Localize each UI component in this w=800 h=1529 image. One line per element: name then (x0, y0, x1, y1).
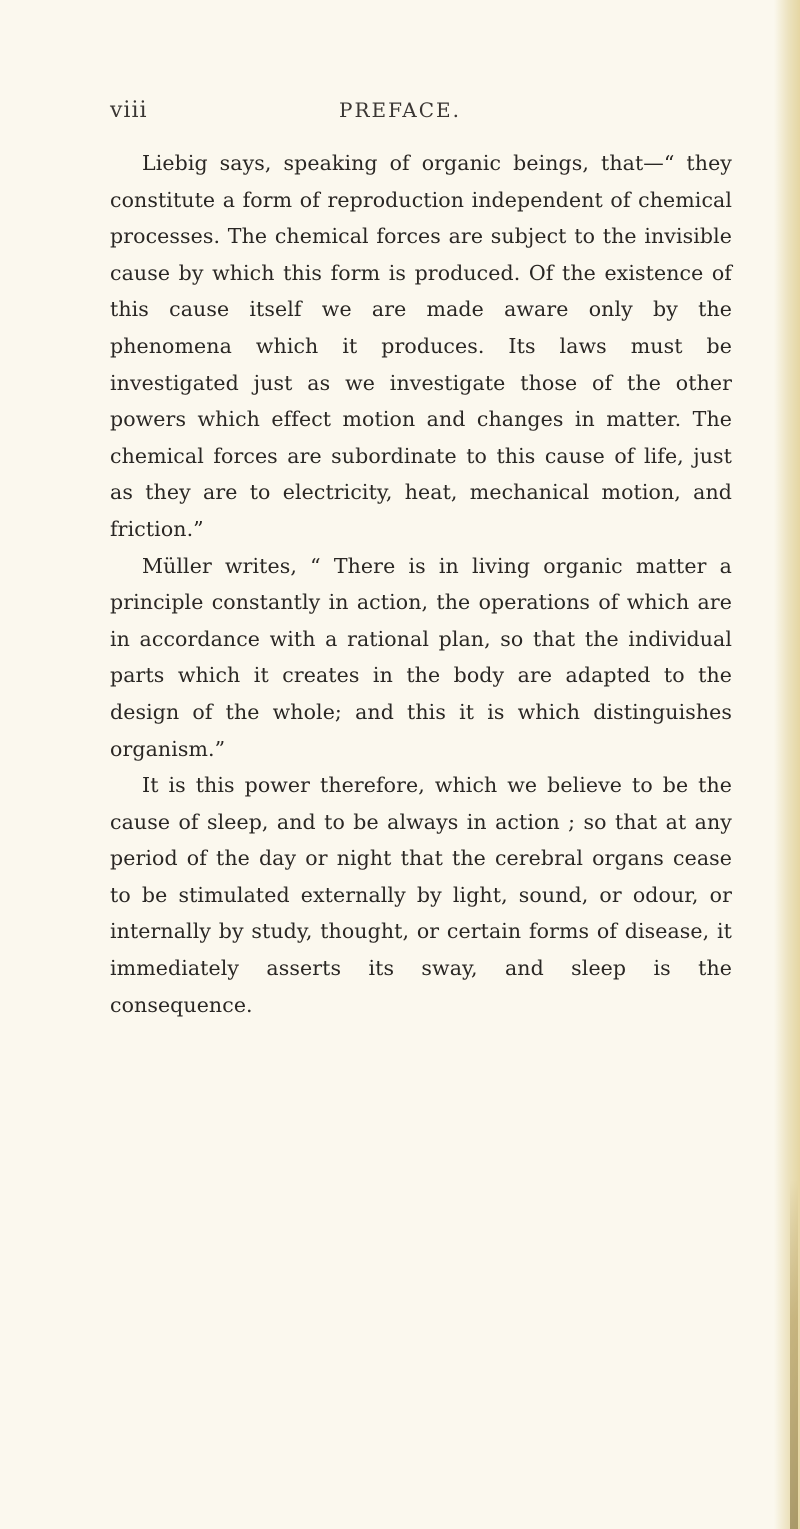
paragraph-muller-quote: Müller writes, “ There is in living organic matter a principle constantly in action, the operations of which are in accordance with a rational plan, so that the individual parts which it creates in the body are adapted to the design of the whole; and this it is which distinguishes organism.” (110, 553, 732, 761)
running-head (110, 90, 730, 130)
body-text (110, 145, 732, 1023)
page-number: viii (110, 98, 148, 123)
running-title: PREFACE. (339, 98, 461, 122)
page-edge-stain (790, 1180, 798, 1529)
paragraph-conclusion: It is this power therefore, which we believe to be the cause of sleep, and to be always in action ; so that at any period of the day or night that the cerebral organs cease to be stimulated externally by light, sound, or odour, or internally by study, thought, or certain forms of disease, it immediately asserts its sway, and sleep is the consequence. (110, 773, 732, 1017)
paragraph-liebig-quote: Liebig says, speaking of organic beings, that—“ they constitute a form of reproduction independent of chemical processes. The chemical forces are subject to the invisible cause by which this form is produced. Of the existence of this cause itself we are made aware only by the phenomena which it produces. Its laws must be investigated just as we investigate those of the other powers which effect motion and changes in matter. The chemical forces are subordinate to this cause of life, just as they are to electricity, heat, mechanical motion, and friction.” (110, 151, 732, 541)
